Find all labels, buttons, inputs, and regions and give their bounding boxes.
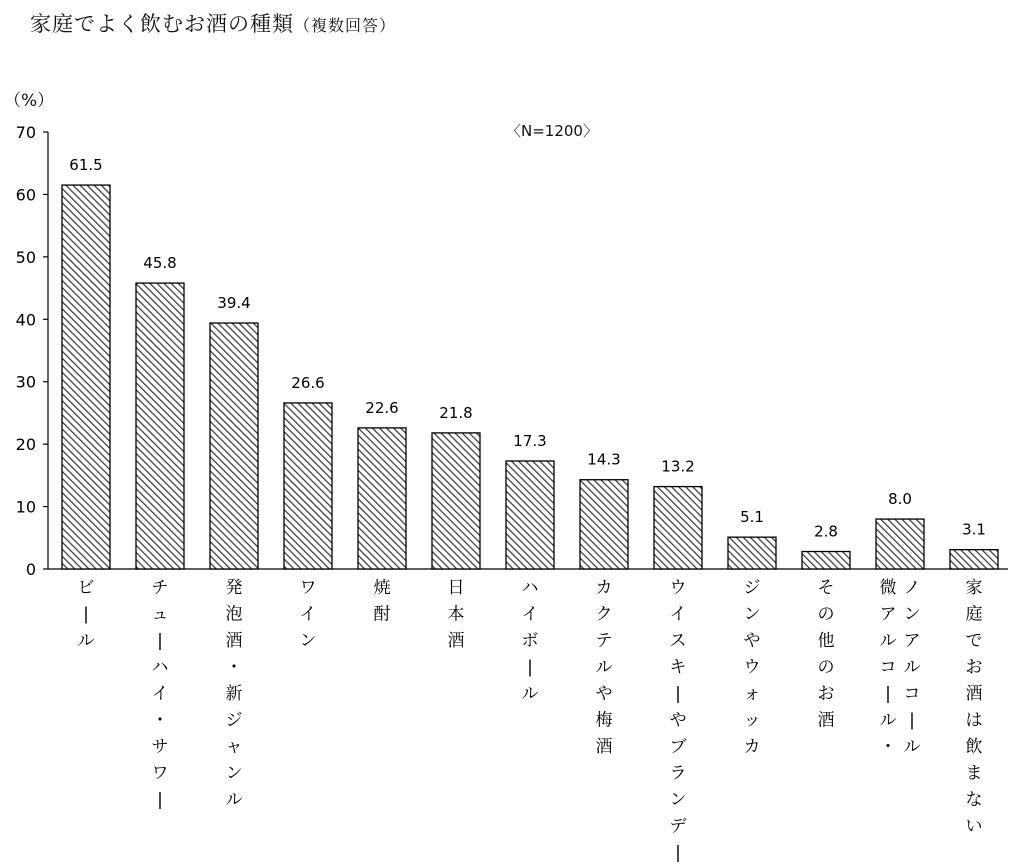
category-label bbox=[880, 578, 921, 757]
bar bbox=[728, 537, 776, 569]
data-label: 2.8 bbox=[814, 522, 838, 541]
category-char: ・ bbox=[879, 737, 897, 757]
category-char: サ bbox=[151, 737, 169, 757]
category-char: ル bbox=[903, 657, 921, 678]
category-char: 酎 bbox=[373, 604, 391, 625]
category-label bbox=[152, 578, 169, 810]
category-label bbox=[818, 578, 835, 731]
data-label: 26.6 bbox=[291, 373, 325, 392]
category-char: 酒 bbox=[817, 710, 835, 731]
category-char: い bbox=[965, 816, 983, 837]
y-tick-label: 30 bbox=[15, 372, 36, 392]
category-char: ・ bbox=[225, 657, 243, 678]
category-char: ル bbox=[595, 657, 613, 678]
category-char: 微 bbox=[879, 578, 897, 598]
category-label bbox=[966, 578, 983, 837]
bar bbox=[802, 552, 850, 569]
data-label: 39.4 bbox=[217, 294, 251, 313]
category-label bbox=[78, 578, 95, 651]
category-label bbox=[300, 578, 317, 651]
bar bbox=[210, 323, 258, 569]
category-char: イ bbox=[521, 604, 539, 625]
category-char: 本 bbox=[447, 604, 465, 625]
bars bbox=[62, 185, 998, 569]
category-char: ン bbox=[743, 604, 761, 625]
category-char: ル bbox=[879, 631, 897, 651]
category-char: | bbox=[675, 684, 681, 704]
category-char: ク bbox=[595, 604, 613, 625]
data-label: 45.8 bbox=[143, 254, 177, 273]
category-char: | bbox=[675, 843, 681, 863]
category-char: ボ bbox=[521, 631, 539, 651]
data-label: 3.1 bbox=[962, 520, 986, 539]
y-tick-label: 0 bbox=[25, 560, 36, 579]
category-char: ジ bbox=[743, 578, 761, 598]
data-label: 5.1 bbox=[740, 508, 764, 527]
category-char: ッ bbox=[743, 710, 761, 731]
category-char: カ bbox=[743, 737, 761, 757]
category-char: ハ bbox=[151, 657, 169, 678]
bar bbox=[358, 428, 406, 569]
category-char: ン bbox=[299, 631, 317, 651]
chart-title-main: 家庭でよく飲むお酒の種類 bbox=[30, 12, 294, 36]
category-char: 発 bbox=[225, 578, 243, 598]
category-char: 梅 bbox=[595, 710, 613, 731]
category-char: ・ bbox=[151, 710, 169, 731]
category-char: ジ bbox=[225, 710, 243, 731]
category-char: お bbox=[965, 657, 983, 678]
category-char: ワ bbox=[299, 578, 317, 598]
category-label bbox=[374, 578, 391, 625]
data-label: 61.5 bbox=[69, 156, 103, 175]
category-char: ャ bbox=[225, 737, 243, 757]
category-char: | bbox=[909, 710, 915, 731]
sample-size-note: 〈N=1200〉 bbox=[506, 122, 598, 140]
category-char: 日 bbox=[447, 578, 465, 598]
category-char: | bbox=[157, 631, 163, 651]
bar bbox=[62, 185, 110, 569]
category-label bbox=[522, 578, 539, 704]
bar bbox=[580, 480, 628, 569]
bar bbox=[654, 487, 702, 569]
category-char: ラ bbox=[669, 763, 687, 784]
category-char: 焼 bbox=[373, 578, 391, 598]
category-char: 他 bbox=[817, 631, 835, 651]
category-char: ル bbox=[879, 710, 897, 731]
category-char: カ bbox=[595, 578, 613, 598]
category-char: 酒 bbox=[965, 684, 983, 704]
data-label: 21.8 bbox=[439, 403, 473, 422]
category-label bbox=[596, 578, 613, 757]
category-char: コ bbox=[903, 684, 921, 704]
category-char: や bbox=[595, 684, 613, 704]
category-char: の bbox=[817, 604, 835, 625]
category-char: ス bbox=[669, 631, 687, 651]
category-char: お bbox=[817, 684, 835, 704]
y-tick-label: 70 bbox=[15, 123, 36, 142]
y-tick-label: 60 bbox=[15, 185, 36, 205]
category-char: ル bbox=[225, 790, 243, 810]
category-char: や bbox=[669, 710, 687, 731]
category-char: ウ bbox=[669, 578, 687, 598]
category-char: ォ bbox=[743, 684, 761, 704]
category-char: ル bbox=[521, 684, 539, 704]
category-label bbox=[448, 578, 465, 651]
category-char: で bbox=[965, 631, 983, 651]
category-char: ル bbox=[903, 737, 921, 757]
category-char: イ bbox=[669, 604, 687, 625]
y-axis-unit: （%） bbox=[4, 91, 55, 111]
category-char: ブ bbox=[669, 737, 687, 757]
category-char: ア bbox=[879, 604, 897, 625]
bar bbox=[284, 403, 332, 569]
category-char: デ bbox=[669, 816, 687, 837]
data-label: 13.2 bbox=[661, 457, 695, 476]
category-char: 庭 bbox=[965, 604, 983, 625]
category-char: | bbox=[157, 790, 163, 810]
bar bbox=[506, 461, 554, 569]
category-char: 泡 bbox=[225, 604, 243, 625]
category-char: ル bbox=[77, 631, 95, 651]
data-label: 17.3 bbox=[513, 431, 547, 450]
category-char: | bbox=[527, 657, 533, 678]
category-char: ま bbox=[965, 763, 983, 784]
y-tick-label: 20 bbox=[15, 435, 36, 455]
category-char: ン bbox=[903, 604, 921, 625]
category-char: ビ bbox=[77, 578, 95, 598]
category-char: 家 bbox=[965, 578, 983, 598]
category-labels bbox=[78, 578, 983, 863]
category-label bbox=[670, 578, 687, 863]
category-char: コ bbox=[879, 657, 897, 678]
category-char: ン bbox=[225, 763, 243, 784]
bar bbox=[432, 433, 480, 569]
category-char: そ bbox=[817, 578, 835, 598]
category-char: テ bbox=[595, 631, 613, 651]
data-label: 8.0 bbox=[888, 490, 912, 509]
category-label bbox=[744, 578, 761, 757]
y-tick-label: 10 bbox=[15, 497, 36, 517]
bar bbox=[876, 519, 924, 569]
category-char: は bbox=[965, 710, 983, 731]
category-char: 酒 bbox=[595, 737, 613, 757]
data-label: 14.3 bbox=[587, 450, 621, 469]
category-char: | bbox=[83, 604, 89, 625]
category-char: 飲 bbox=[965, 737, 983, 757]
category-char: ハ bbox=[521, 578, 539, 598]
category-char: 酒 bbox=[447, 631, 465, 651]
category-char: キ bbox=[669, 657, 687, 678]
category-char: ア bbox=[903, 631, 921, 651]
category-label bbox=[226, 578, 243, 810]
bar bbox=[950, 550, 998, 569]
category-char: や bbox=[743, 631, 761, 651]
y-tick-label: 50 bbox=[15, 247, 36, 267]
chart-subtitle: （複数回答） bbox=[294, 16, 397, 35]
category-char: な bbox=[965, 790, 983, 810]
category-char: ン bbox=[669, 790, 687, 810]
category-char: イ bbox=[299, 604, 317, 625]
category-char: ウ bbox=[743, 657, 761, 678]
y-tick-label: 40 bbox=[15, 310, 36, 330]
category-char: ワ bbox=[151, 763, 169, 784]
category-char: チ bbox=[151, 578, 169, 598]
category-char: イ bbox=[151, 684, 169, 704]
category-char: ノ bbox=[903, 578, 921, 598]
category-char: の bbox=[817, 657, 835, 678]
category-char: 新 bbox=[225, 684, 243, 704]
data-label: 22.6 bbox=[365, 398, 399, 417]
category-char: 酒 bbox=[225, 631, 243, 651]
category-char: | bbox=[885, 684, 891, 704]
bar bbox=[136, 283, 184, 569]
category-char: ュ bbox=[151, 604, 169, 625]
